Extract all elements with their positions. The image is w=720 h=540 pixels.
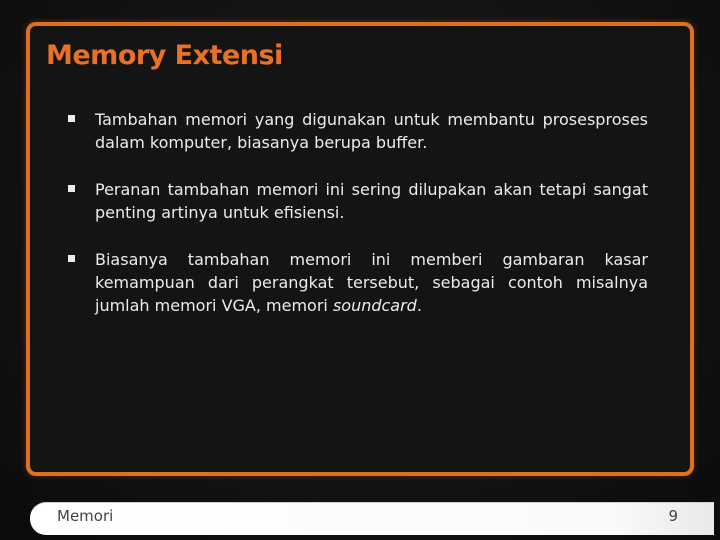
bullet-item (66, 178, 648, 224)
bullet-text-end: . (416, 296, 422, 315)
square-bullet-icon (68, 255, 75, 262)
bullet-item (66, 248, 648, 317)
bullet-text: Tambahan memori yang digunakan untuk membantu prosesproses dalam komputer, biasanya berupa buffer. (95, 110, 648, 152)
slide-title: Memory Extensi (46, 40, 283, 71)
square-bullet-icon (68, 115, 75, 122)
bullet-text-plain: Biasanya tambahan memori ini memberi gambaran kasar kemampuan dari perangkat tersebut, sebagai contoh misalnya jumlah memori VGA, memori (95, 250, 648, 315)
footer-bar (30, 502, 714, 535)
bullet-text: Peranan tambahan memori ini sering dilupakan akan tetapi sangat penting artinya untuk efisiensi. (95, 180, 648, 222)
bullet-text (95, 250, 648, 315)
bullet-list (66, 108, 648, 341)
page-number: 9 (668, 507, 678, 525)
square-bullet-icon (68, 185, 75, 192)
bullet-text-italic: soundcard (332, 296, 417, 315)
footer-title: Memori (57, 507, 114, 525)
bullet-item (66, 108, 648, 154)
